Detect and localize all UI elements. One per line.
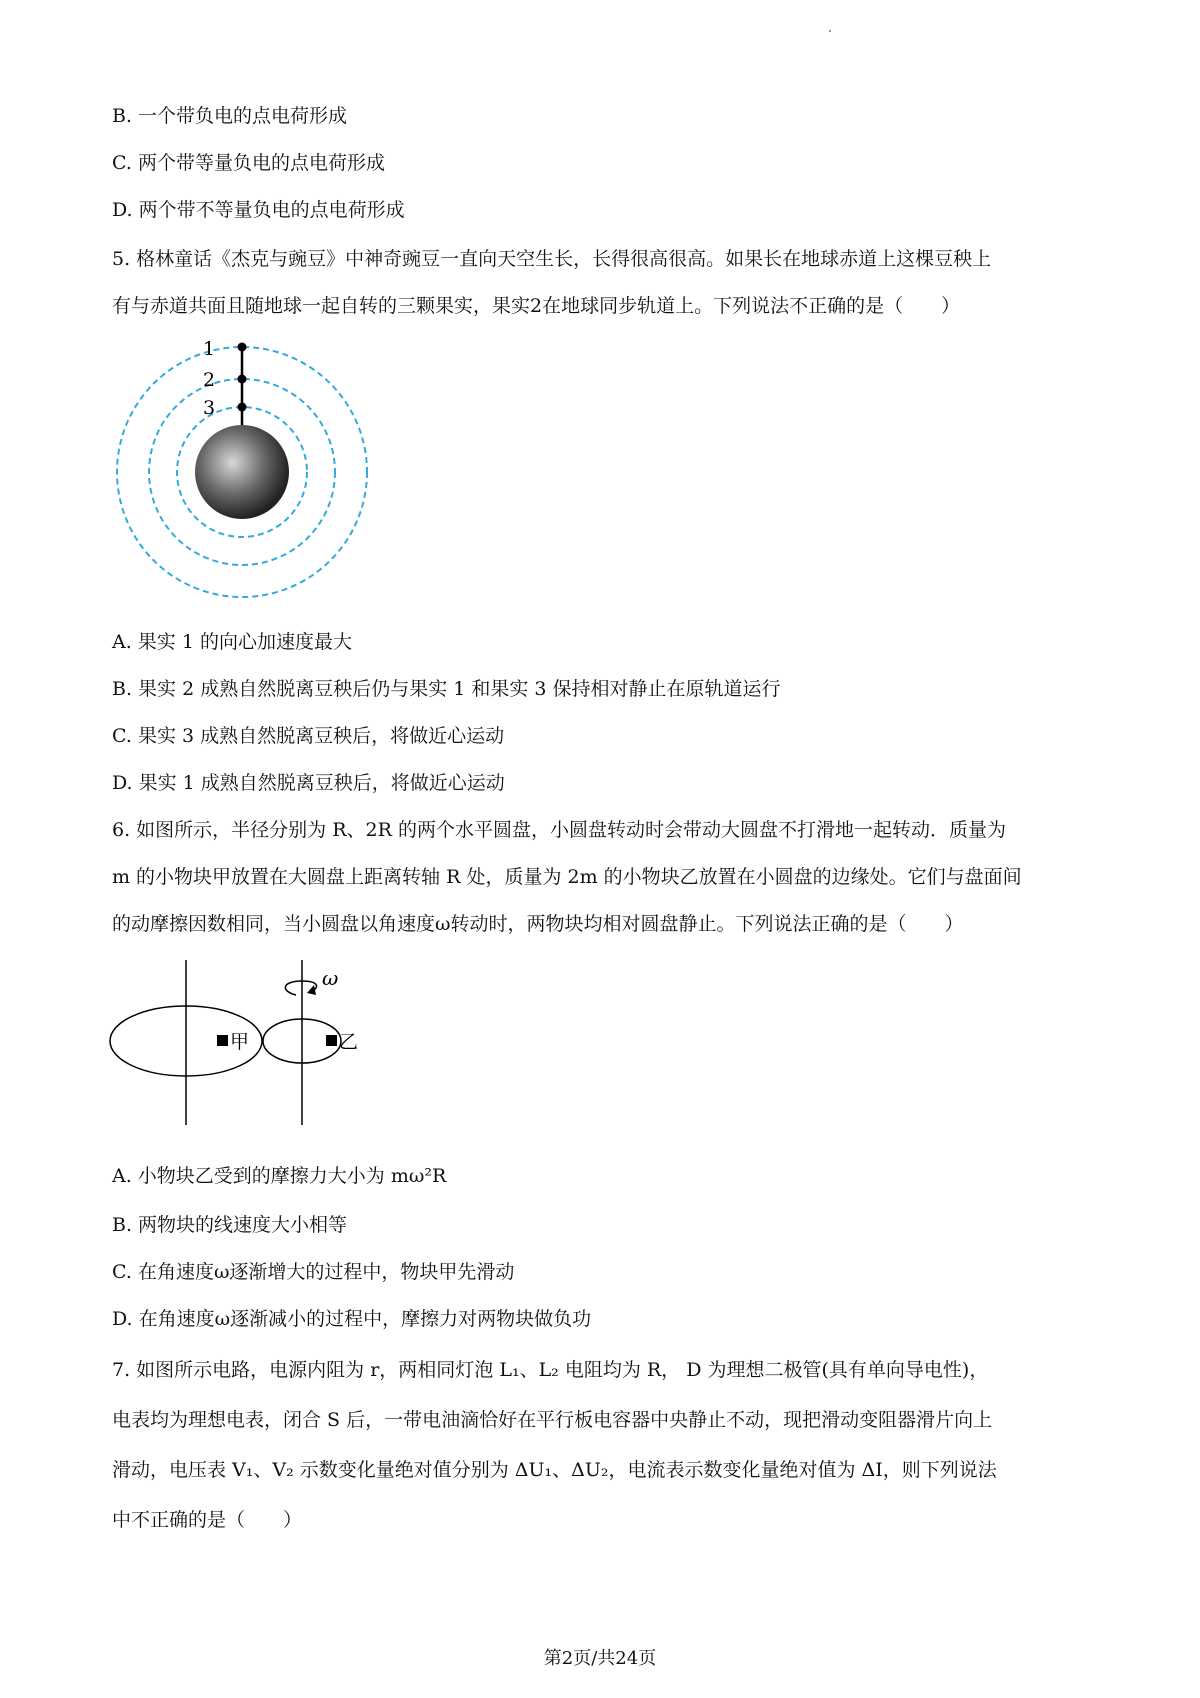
q6-option-b: B. 两物块的线速度大小相等	[112, 1214, 348, 1236]
q4-option-c: C. 两个带等量负电的点电荷形成	[112, 152, 385, 174]
fruit-label-3: 3	[203, 397, 216, 419]
q7-stem-line3: 滑动，电压表 V₁、V₂ 示数变化量绝对值分别为 ΔU₁、ΔU₂，电流表示数变化量绝对值为 ΔI，则下列说法	[112, 1459, 997, 1481]
q6-figure-two-disks	[100, 955, 400, 1130]
q6-option-a: A. 小物块乙受到的摩擦力大小为 mω²R	[112, 1165, 447, 1187]
q7-stem-line4: 中不正确的是（ ）	[112, 1509, 303, 1531]
page-footer: 第2页/共24页	[543, 1648, 657, 1669]
fruit-label-2: 2	[203, 369, 216, 391]
label-yi: 乙	[339, 1031, 359, 1053]
q5-stem-line1: 5. 格林童话《杰克与豌豆》中神奇豌豆一直向天空生长，长得很高很高。如果长在地球赤道上这棵豆秧上	[112, 248, 992, 270]
q5-option-c: C. 果实 3 成熟自然脱离豆秧后，将做近心运动	[112, 725, 505, 747]
fruit-2	[238, 375, 247, 384]
fruit-label-1: 1	[203, 338, 216, 360]
scan-dot	[829, 30, 831, 32]
q6-option-d: D. 在角速度ω逐渐减小的过程中，摩擦力对两物块做负功	[112, 1308, 592, 1330]
fruit-1	[238, 343, 247, 352]
omega-label: ω	[322, 966, 339, 990]
q5-figure-beanstalk-orbits	[100, 330, 380, 605]
q6-stem-line3: 的动摩擦因数相同，当小圆盘以角速度ω转动时，两物块均相对圆盘静止。下列说法正确的是（ ）	[112, 913, 964, 935]
label-jia: 甲	[230, 1031, 250, 1053]
block-yi	[326, 1035, 337, 1046]
q7-stem-line2: 电表均为理想电表，闭合 S 后，一带电油滴恰好在平行板电容器中央静止不动，现把滑动变阻器滑片向上	[112, 1409, 993, 1431]
earth	[195, 425, 289, 519]
fruit-3	[238, 403, 247, 412]
q5-option-a: A. 果实 1 的向心加速度最大	[112, 631, 352, 653]
q7-stem-line1: 7. 如图所示电路，电源内阻为 r，两相同灯泡 L₁、L₂ 电阻均为 R， D 为理想二极管(具有单向导电性)，	[112, 1359, 989, 1381]
q4-option-b: B. 一个带负电的点电荷形成	[112, 105, 348, 127]
q5-stem-line2: 有与赤道共面且随地球一起自转的三颗果实，果实2在地球同步轨道上。下列说法不正确的是（ ）	[112, 295, 961, 317]
q5-option-d: D. 果实 1 成熟自然脱离豆秧后，将做近心运动	[112, 772, 505, 794]
q6-stem-line2: m 的小物块甲放置在大圆盘上距离转轴 R 处，质量为 2m 的小物块乙放置在小圆盘的边缘处。它们与盘面间	[112, 866, 1022, 888]
q6-option-c: C. 在角速度ω逐渐增大的过程中，物块甲先滑动	[112, 1261, 515, 1283]
q5-option-b: B. 果实 2 成熟自然脱离豆秧后仍与果实 1 和果实 3 保持相对静止在原轨道运行	[112, 678, 781, 700]
q4-option-d: D. 两个带不等量负电的点电荷形成	[112, 199, 405, 221]
q6-stem-line1: 6. 如图所示，半径分别为 R、2R 的两个水平圆盘，小圆盘转动时会带动大圆盘不打滑地一起转动．质量为	[112, 819, 1006, 841]
block-jia	[217, 1035, 228, 1046]
